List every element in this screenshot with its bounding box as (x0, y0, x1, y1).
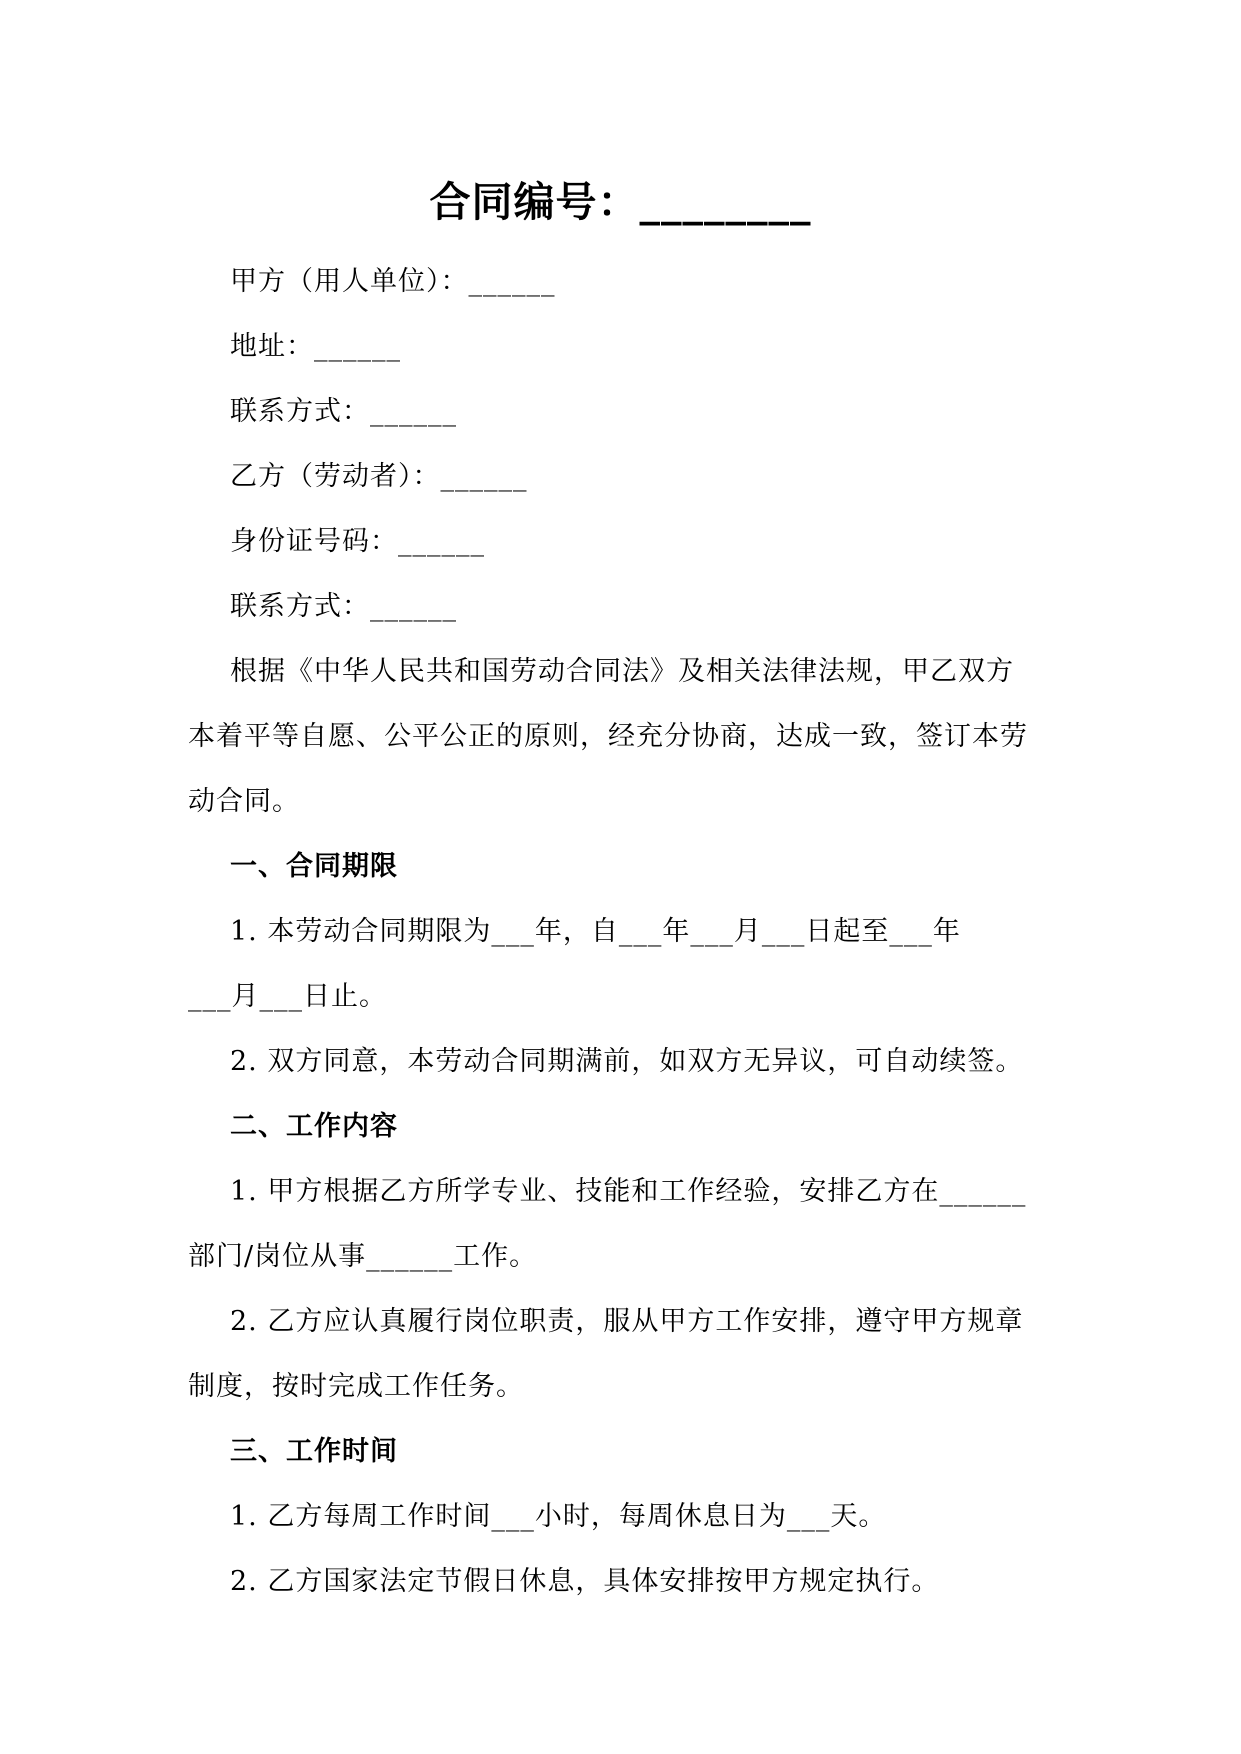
party-a-contact-field: 联系方式：______ (230, 396, 457, 427)
preamble-line: 根据《中华人民共和国劳动合同法》及相关法律法规，甲乙双方 (230, 656, 1014, 687)
party-b-field: 乙方（劳动者）：______ (230, 461, 528, 492)
contract-number-title: 合同编号：________ (429, 178, 812, 226)
clause-work-2: 2. 乙方应认真履行岗位职责，服从甲方工作安排，遵守甲方规章 (230, 1306, 1024, 1337)
preamble-line: 动合同。 (188, 786, 300, 817)
clause-work-1-cont: 部门/岗位从事______工作。 (188, 1241, 538, 1272)
section-heading-work-content: 二、工作内容 (230, 1111, 398, 1142)
clause-work-1: 1. 甲方根据乙方所学专业、技能和工作经验，安排乙方在______ (230, 1176, 1027, 1207)
section-heading-term: 一、合同期限 (230, 851, 398, 882)
clause-term-1: 1. 本劳动合同期限为___年，自___年___月___日起至___年 (230, 916, 961, 947)
preamble-line: 本着平等自愿、公平公正的原则，经充分协商，达成一致，签订本劳 (188, 721, 1028, 752)
clause-time-1: 1. 乙方每周工作时间___小时，每周休息日为___天。 (230, 1501, 887, 1532)
party-a-field: 甲方（用人单位）：______ (230, 266, 556, 297)
party-a-address-field: 地址：______ (230, 331, 401, 362)
clause-time-2: 2. 乙方国家法定节假日休息，具体安排按甲方规定执行。 (230, 1566, 940, 1597)
party-b-contact-field: 联系方式：______ (230, 591, 457, 622)
clause-term-2: 2. 双方同意，本劳动合同期满前，如双方无异议，可自动续签。 (230, 1046, 1024, 1077)
clause-work-2-cont: 制度，按时完成工作任务。 (188, 1371, 524, 1402)
party-b-id-field: 身份证号码：______ (230, 526, 485, 557)
section-heading-work-time: 三、工作时间 (230, 1436, 398, 1467)
clause-term-1-cont: ___月___日止。 (188, 981, 387, 1012)
